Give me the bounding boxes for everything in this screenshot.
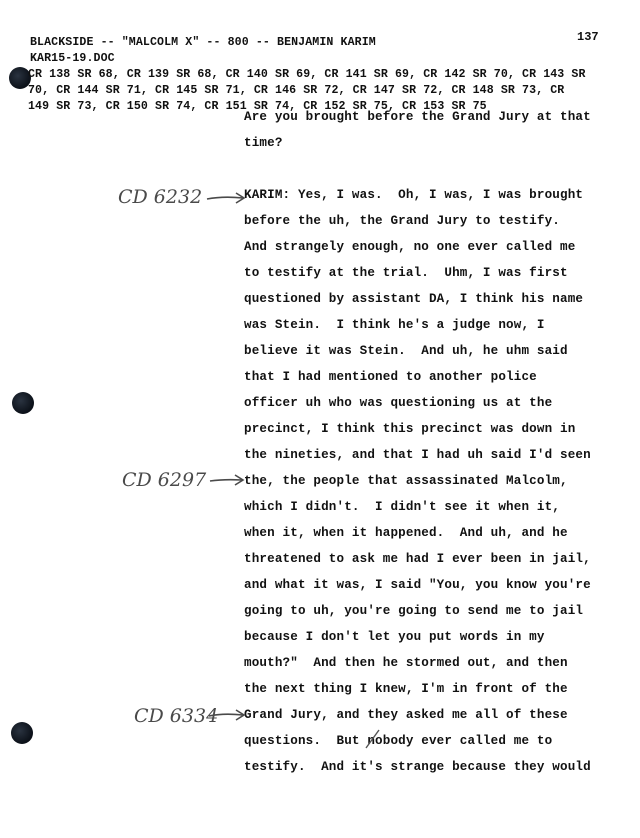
transcript-line: the nineties, and that I had uh said I'd seen [244, 448, 591, 462]
binder-hole-middle [12, 392, 34, 414]
transcript-line: KARIM: Yes, I was. Oh, I was, I was brought [244, 188, 584, 202]
transcript-line: questions. But nobody ever called me to [244, 734, 553, 748]
binder-hole-bottom [11, 722, 33, 744]
transcript-line: before the uh, the Grand Jury to testify. [244, 214, 561, 228]
arrow-icon [205, 190, 247, 206]
transcript-line: questioned by assistant DA, I think his name [244, 292, 584, 306]
transcript-line: Are you brought before the Grand Jury at that [244, 110, 591, 124]
transcript-line: going to uh, you're going to send me to jail [244, 604, 584, 618]
transcript-line: which I didn't. I didn't see it when it, [244, 500, 561, 514]
transcript-line: and what it was, I said "You, you know you're [244, 578, 591, 592]
transcript-line: testify. And it's strange because they would [244, 760, 591, 774]
header-reel-line-2: 70, CR 144 SR 71, CR 145 SR 71, CR 146 SR 72, CR 147 SR 72, CR 148 SR 73, CR [28, 84, 565, 97]
transcript-line: the, the people that assassinated Malcolm, [244, 474, 568, 488]
page-number: 137 [577, 30, 599, 44]
arrow-icon [207, 707, 247, 723]
header-title: BLACKSIDE -- "MALCOLM X" -- 800 -- BENJAMIN KARIM [30, 36, 376, 49]
transcript-line: officer uh who was questioning us at the [244, 396, 553, 410]
transcript-line: was Stein. I think he's a judge now, I [244, 318, 545, 332]
transcript-line: believe it was Stein. And uh, he uhm said [244, 344, 568, 358]
handwritten-annotation-cd-2: CD 6297 [122, 469, 207, 491]
transcript-line: time? [244, 136, 283, 150]
transcript-line: threatened to ask me had I ever been in jail, [244, 552, 591, 566]
transcript-line: mouth?" And then he stormed out, and then [244, 656, 568, 670]
transcript-line: And strangely enough, no one ever called me [244, 240, 576, 254]
pen-tick-mark [363, 727, 383, 751]
header-reel-line-1: CR 138 SR 68, CR 139 SR 68, CR 140 SR 69, CR 141 SR 69, CR 142 SR 70, CR 143 SR [28, 68, 586, 81]
header-reel-line-3: 149 SR 73, CR 150 SR 74, CR 151 SR 74, CR 152 SR 75, CR 153 SR 75 [28, 100, 487, 113]
transcript-line: precinct, I think this precinct was down in [244, 422, 576, 436]
transcript-line: when it, when it happened. And uh, and he [244, 526, 568, 540]
handwritten-annotation-cd-3: CD 6334 [134, 705, 219, 727]
transcript-line: because I don't let you put words in my [244, 630, 545, 644]
transcript-line: that I had mentioned to another police [244, 370, 537, 384]
transcript-line: to testify at the trial. Uhm, I was first [244, 266, 568, 280]
transcript-line: Grand Jury, and they asked me all of these [244, 708, 568, 722]
arrow-icon [208, 472, 246, 488]
transcript-line: the next thing I knew, I'm in front of the [244, 682, 568, 696]
header-filename: KAR15-19.DOC [30, 52, 115, 65]
handwritten-annotation-cd-1: CD 6232 [118, 186, 203, 208]
